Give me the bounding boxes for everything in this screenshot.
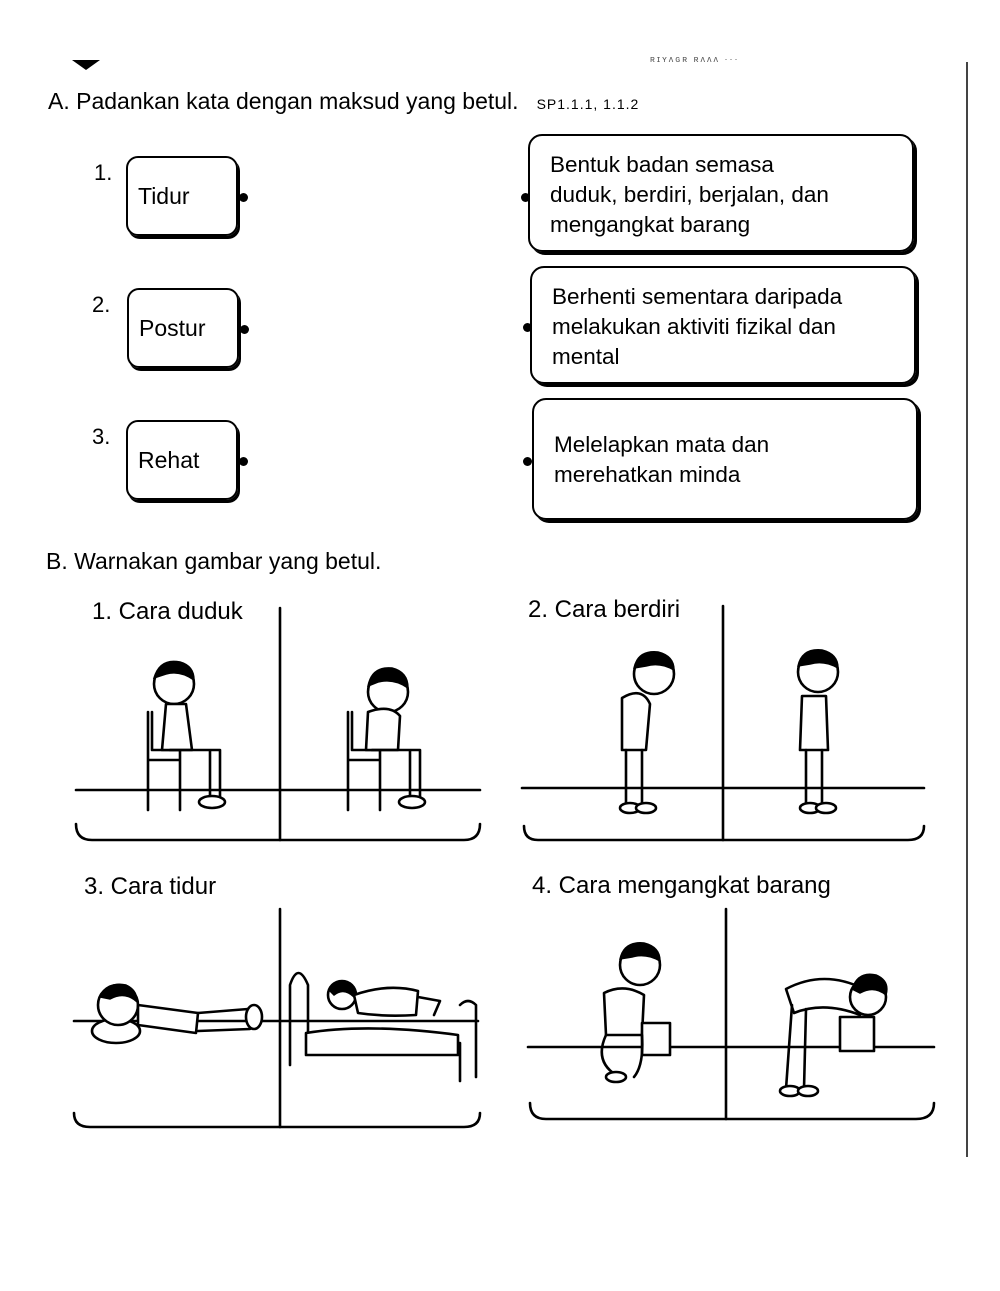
sitting-slouched-figure[interactable]: [348, 668, 425, 810]
meaning-line: mengangkat barang: [550, 212, 751, 237]
header-scribble: ʀɪʏʌɢʀ ʀʌʌʌ ···: [650, 54, 740, 64]
meaning-line: duduk, berdiri, berjalan, dan: [550, 182, 829, 207]
picture-label-1: 1. Cara duduk: [92, 598, 243, 625]
picture-label-3: 3. Cara tidur: [84, 873, 217, 900]
meaning-line: Melelapkan mata dan: [554, 432, 770, 457]
right-margin-rule: [966, 62, 968, 1157]
picture-label-4: 4. Cara mengangkat barang: [532, 872, 831, 899]
word-label: Tidur: [138, 182, 190, 209]
lifting-squat-figure[interactable]: [602, 943, 670, 1082]
lifting-bent-figure[interactable]: [780, 974, 887, 1096]
meaning-box-1[interactable]: [528, 134, 914, 252]
syllabus-code: SP1.1.1, 1.1.2: [536, 96, 640, 112]
word-box-postur[interactable]: [127, 288, 239, 368]
sitting-upright-figure[interactable]: [148, 661, 225, 810]
meaning-box-3[interactable]: [532, 398, 918, 520]
meaning-line: Berhenti sementara daripada: [552, 284, 843, 309]
meaning-line: merehatkan minda: [554, 462, 741, 487]
meaning-line: Bentuk badan semasa: [550, 152, 774, 177]
sleeping-bed-figure[interactable]: [290, 973, 476, 1081]
question-number-3: 3.: [92, 424, 111, 449]
section-b-title: B. Warnakan gambar yang betul.: [46, 548, 382, 574]
sleeping-floor-figure[interactable]: [92, 984, 262, 1043]
meaning-line: mental: [552, 344, 620, 369]
picture-label-2: 2. Cara berdiri: [528, 596, 681, 623]
word-label: Rehat: [138, 446, 200, 473]
question-number-2: 2.: [92, 292, 111, 317]
picture-panel-lifting[interactable]: [524, 905, 939, 1127]
match-dot-word-3[interactable]: [239, 457, 248, 466]
word-box-rehat[interactable]: [126, 420, 238, 500]
meaning-box-2[interactable]: [530, 266, 916, 384]
picture-panel-standing[interactable]: [518, 600, 928, 850]
word-box-tidur[interactable]: [126, 156, 238, 236]
meaning-line: melakukan aktiviti fizikal dan: [552, 314, 836, 339]
section-a-title: A. Padankan kata dengan maksud yang betul.: [48, 88, 519, 114]
match-dot-word-1[interactable]: [239, 193, 248, 202]
section-a-heading: [48, 88, 639, 115]
match-dot-meaning-3[interactable]: [523, 457, 532, 466]
corner-marker-icon: [72, 60, 100, 70]
match-dot-word-2[interactable]: [240, 325, 249, 334]
picture-panel-sleeping[interactable]: [68, 905, 488, 1135]
word-label: Postur: [139, 314, 206, 341]
picture-panel-sitting[interactable]: [70, 600, 490, 850]
question-number-1: 1.: [94, 160, 113, 185]
